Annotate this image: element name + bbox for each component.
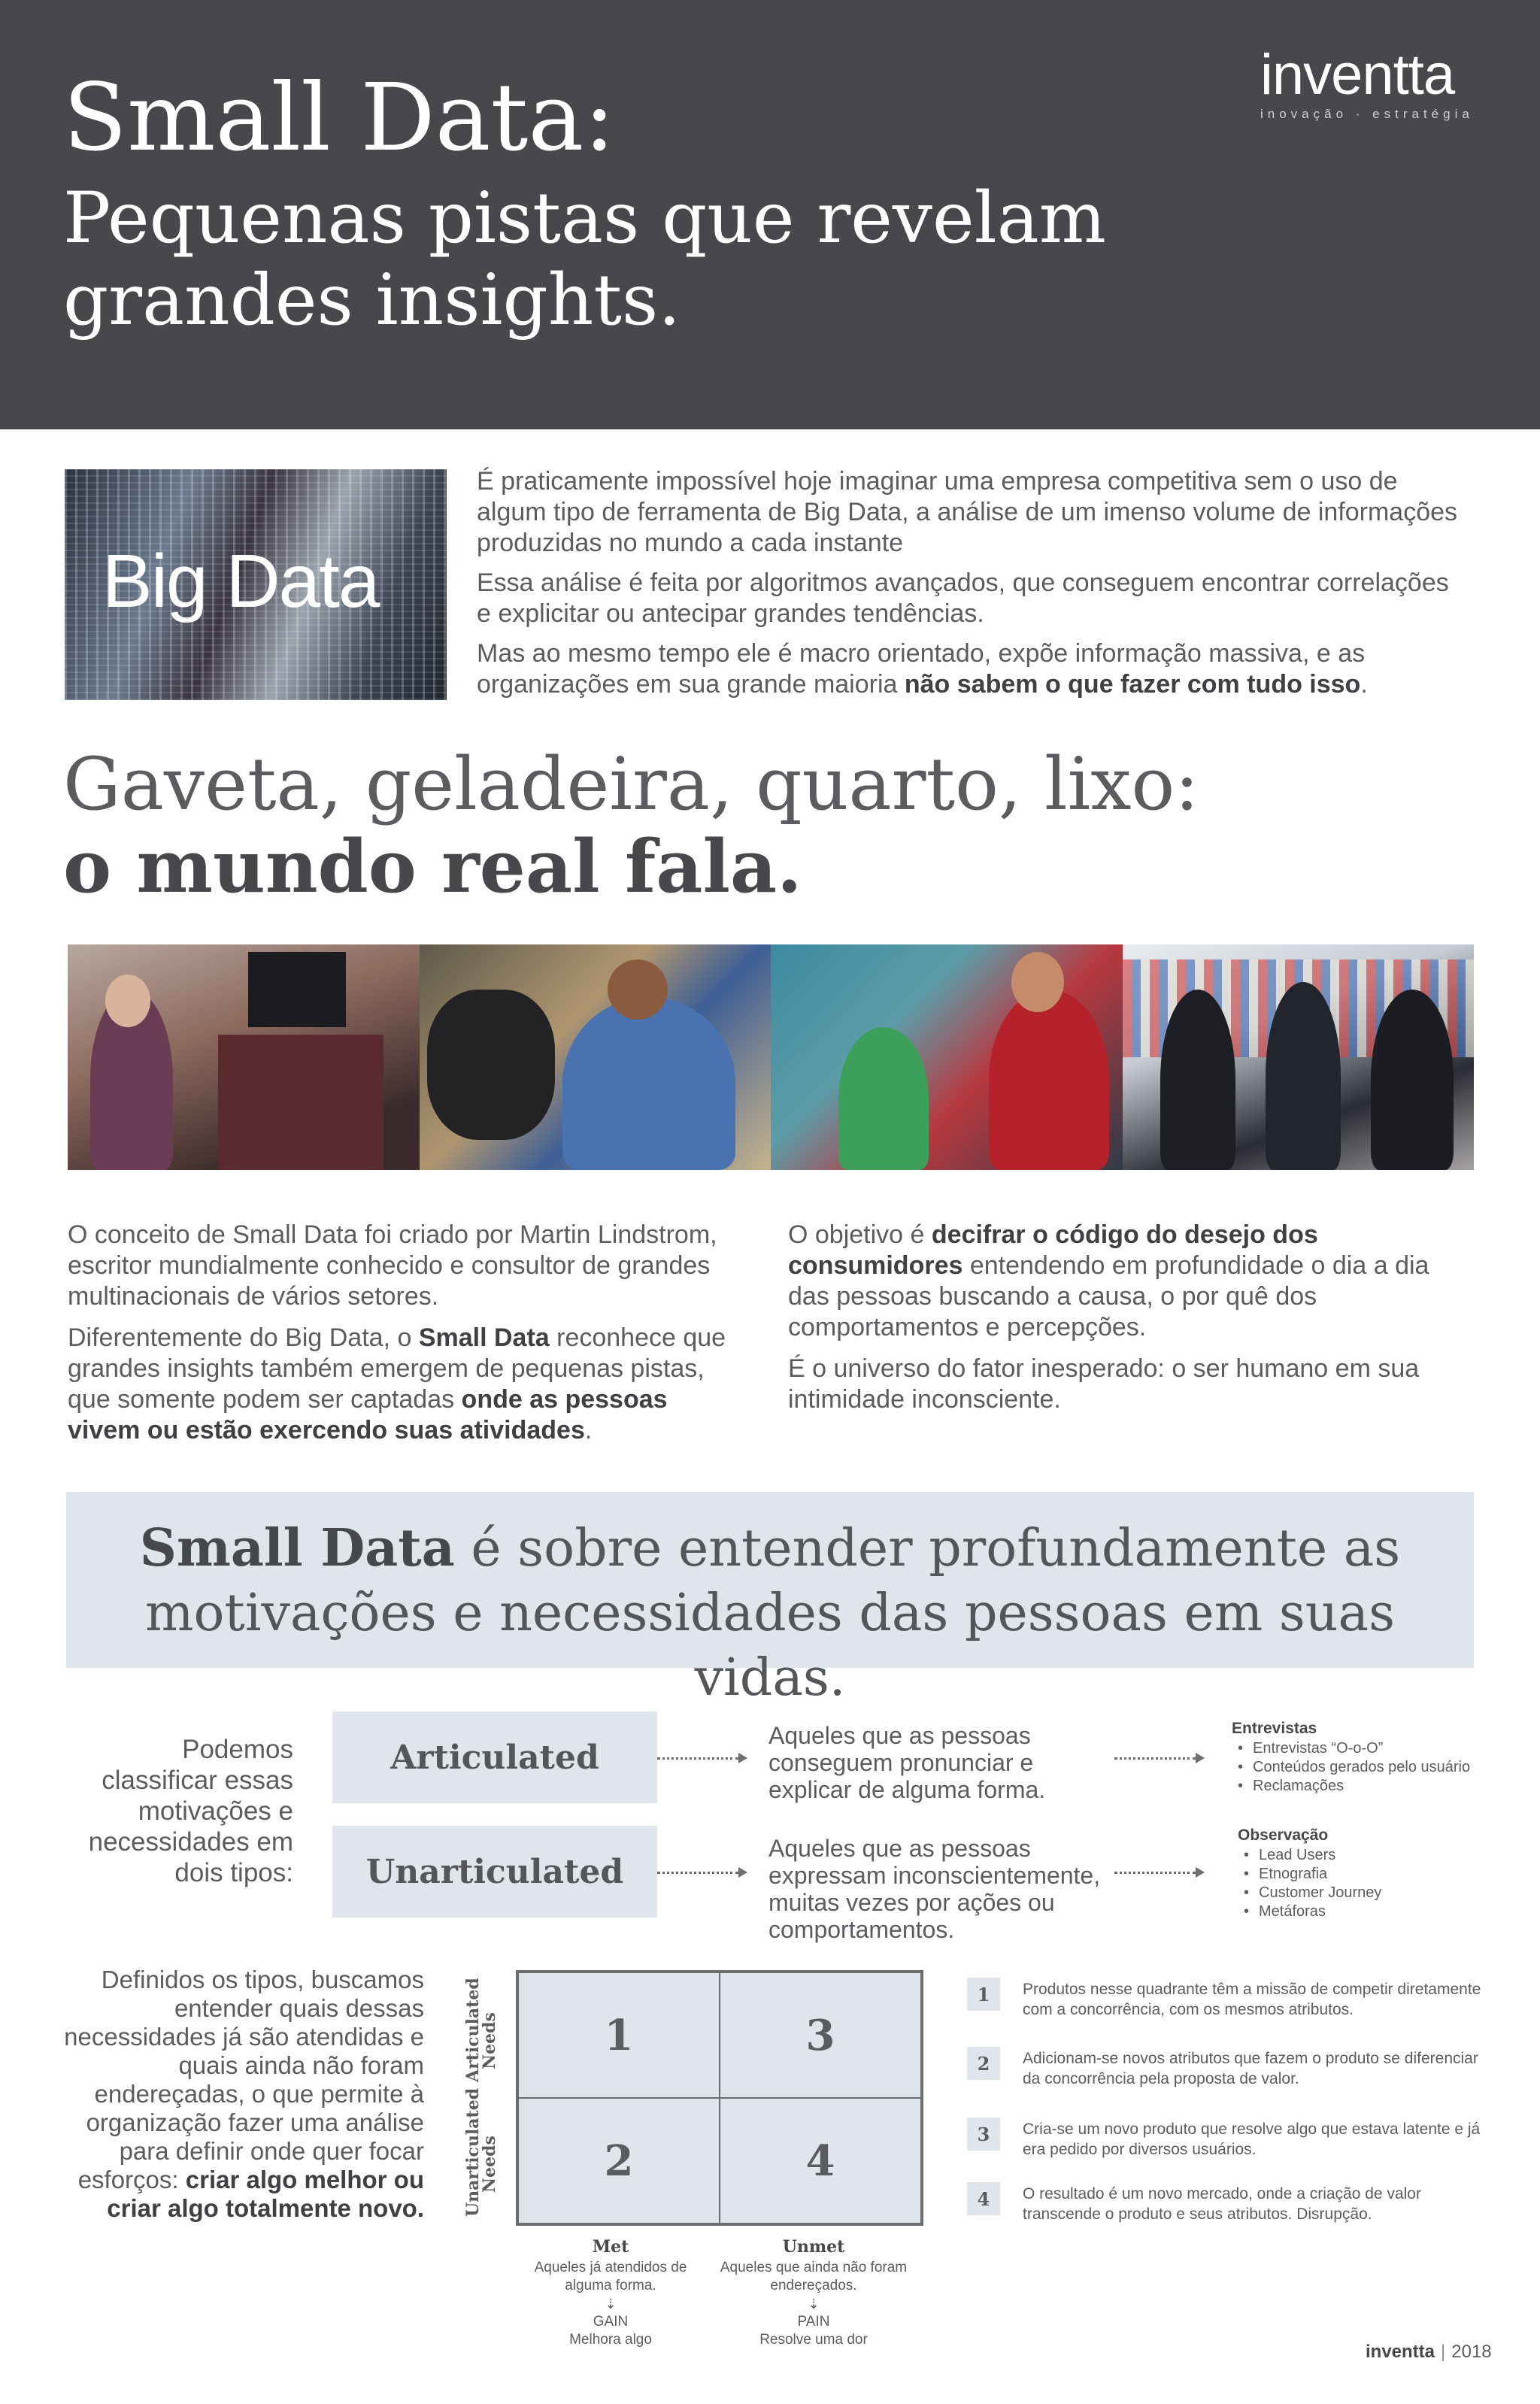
intro-paragraph-2: Essa análise é feita por algoritmos avançados, que conseguem encontrar correlações e explicitar ou antecipar grandes tendências. bbox=[477, 568, 1449, 628]
objective-paragraph-2: É o universo do fator inesperado: o ser humano em sua intimidade inconsciente. bbox=[788, 1354, 1420, 1414]
column-description: Aqueles que ainda não foram endereçados. bbox=[720, 2260, 908, 2293]
needs-matrix bbox=[516, 1970, 923, 2226]
arrow-down-icon: ⇣ bbox=[808, 2296, 820, 2312]
photo-supermarket-research bbox=[1123, 944, 1475, 1170]
quadrant-number: 3 bbox=[967, 2118, 1000, 2151]
unarticulated-description: Aqueles que as pessoas expressam inconscientemente, muitas vezes por ações ou comportamentos. bbox=[768, 1835, 1101, 1943]
matrix-cell-2: 2 bbox=[518, 2098, 720, 2224]
arrow-down-icon: ⇣ bbox=[605, 2296, 617, 2312]
concept-emphasis-small-data: Small Data bbox=[418, 1323, 550, 1352]
concept-emphasis-where: onde as pessoas vivem ou estão exercendo suas atividades bbox=[68, 1385, 668, 1445]
objective-emphasis: decifrar o código do desejo dos consumidores bbox=[788, 1220, 1318, 1280]
method-title: Entrevistas bbox=[1232, 1720, 1317, 1737]
matrix-column-unmet bbox=[716, 2238, 911, 2349]
headline-line-1: Gaveta, geladeira, quarto, lixo: bbox=[63, 742, 1199, 826]
arrow-right-icon bbox=[1196, 1867, 1205, 1878]
footer-brand: inventta bbox=[1366, 2342, 1435, 2362]
quadrant-note-4 bbox=[967, 2182, 1493, 2224]
photo-street-research bbox=[771, 944, 1123, 1170]
articulated-description: Aqueles que as pessoas conseguem pronunciar e explicar de alguma forma. bbox=[768, 1722, 1046, 1803]
column-description: Aqueles já atendidos de alguma forma. bbox=[534, 2260, 687, 2293]
intro-paragraph-3: Mas ao mesmo tempo ele é macro orientado, expõe informação massiva, e as organizações em sua grande maioria não sabem o que fazer com tudo isso. bbox=[477, 639, 1368, 699]
objective-column bbox=[788, 1220, 1465, 1426]
type-box-unarticulated: Unarticulated bbox=[332, 1826, 657, 1917]
key-message-bold: Small Data bbox=[139, 1518, 455, 1578]
footer bbox=[1366, 2342, 1492, 2363]
method-item: • Entrevistas “O-o-O” bbox=[1253, 1739, 1502, 1758]
connector-unarticulated-method bbox=[1114, 1872, 1196, 1874]
column-outcome-desc: Melhora algo bbox=[569, 2332, 652, 2348]
quadrant-note-2 bbox=[967, 2047, 1493, 2089]
matrix-row-label-articulated: Articulated Needs bbox=[463, 1978, 499, 2082]
matrix-intro: Definidos os tipos, buscamos entender quais dessas necessidades já são atendidas e quais ainda não foram endereçadas, o que permite à organização fazer uma análise para definir onde quer focar esforços: criar algo melhor ou criar algo totalmente novo. bbox=[64, 1966, 424, 2222]
method-observacao bbox=[1238, 1826, 1508, 1921]
matrix-cell-4: 4 bbox=[720, 2098, 921, 2224]
method-item: • Lead Users bbox=[1259, 1846, 1508, 1865]
type-box-articulated: Articulated bbox=[332, 1711, 657, 1803]
method-item: • Conteúdos gerados pelo usuário bbox=[1253, 1758, 1502, 1777]
connector-unarticulated-desc bbox=[657, 1872, 738, 1874]
column-outcome: PAIN bbox=[797, 2314, 830, 2330]
quadrant-note-3 bbox=[967, 2118, 1493, 2160]
connector-articulated-desc bbox=[657, 1757, 738, 1760]
column-title: Unmet bbox=[782, 2237, 845, 2257]
quadrant-number: 2 bbox=[967, 2047, 1000, 2080]
method-title: Observação bbox=[1238, 1826, 1329, 1844]
photo-home-visit bbox=[68, 944, 420, 1170]
quadrant-number: 1 bbox=[967, 1978, 1000, 2011]
matrix-row-label-unarticulated: Unarticulated Needs bbox=[463, 2087, 499, 2217]
footer-separator: | bbox=[1441, 2342, 1446, 2362]
page-title: Small Data: bbox=[63, 64, 616, 172]
footer-year: 2018 bbox=[1451, 2342, 1492, 2362]
connector-articulated-method bbox=[1114, 1757, 1196, 1760]
page-subtitle: Pequenas pistas que revelam grandes insights. bbox=[63, 177, 1106, 342]
arrow-right-icon bbox=[1196, 1753, 1205, 1763]
big-data-intro bbox=[477, 466, 1469, 709]
quadrant-text: Adicionam-se novos atributos que fazem o produto se diferenciar da concorrência pela proposta de valor. bbox=[1023, 2050, 1478, 2087]
intro-paragraph-1: É praticamente impossível hoje imaginar uma empresa competitiva sem o uso de algum tipo de ferramenta de Big Data, a análise de um imenso volume de informações produzidas no mundo a cada instante bbox=[477, 467, 1458, 557]
quadrant-number: 4 bbox=[967, 2182, 1000, 2215]
concept-paragraph-2: Diferentemente do Big Data, o Small Data reconhece que grandes insights também emergem de pequenas pistas, que somente podem ser captadas onde as pessoas vivem ou estão exercendo suas atividades. bbox=[68, 1323, 726, 1445]
column-title: Met bbox=[592, 2237, 629, 2257]
matrix-column-met bbox=[513, 2238, 708, 2349]
photo-trash-research bbox=[420, 944, 772, 1170]
method-item: • Etnografia bbox=[1259, 1865, 1508, 1884]
section-headline bbox=[63, 743, 1341, 909]
quadrant-text: Produtos nesse quadrante têm a missão de competir diretamente com a concorrência, com os mesmos atributos. bbox=[1023, 1981, 1481, 2018]
method-entrevistas bbox=[1232, 1719, 1502, 1796]
column-outcome: GAIN bbox=[593, 2314, 629, 2330]
column-outcome-desc: Resolve uma dor bbox=[759, 2332, 868, 2348]
big-data-image bbox=[65, 469, 447, 700]
objective-paragraph-1: O objetivo é decifrar o código do desejo dos consumidores entendendo em profundidade o dia a dia das pessoas buscando a causa, o por quê dos comportamentos e percepções. bbox=[788, 1220, 1429, 1341]
logo-tagline: inovação · estratégia bbox=[1260, 107, 1474, 121]
intro-emphasis: não sabem o que fazer com tudo isso bbox=[904, 670, 1361, 699]
quadrant-text: Cria-se um novo produto que resolve algo que estava latente e já era pedido por diversos usuários. bbox=[1023, 2121, 1481, 2158]
arrow-right-icon bbox=[738, 1867, 747, 1878]
matrix-intro-emphasis: criar algo melhor ou criar algo totalmente novo. bbox=[107, 2166, 424, 2222]
matrix-cell-1: 1 bbox=[518, 1972, 720, 2098]
method-item: • Reclamações bbox=[1253, 1777, 1502, 1796]
concept-paragraph-1: O conceito de Small Data foi criado por Martin Lindstrom, escritor mundialmente conhecido e consultor de grandes multinacionais de vários setores. bbox=[68, 1220, 717, 1311]
quadrant-text: O resultado é um novo mercado, onde a criação de valor transcende o produto e seus atributos. Disrupção. bbox=[1023, 2185, 1421, 2223]
method-item: • Customer Journey bbox=[1259, 1884, 1508, 1902]
arrow-right-icon bbox=[738, 1753, 747, 1763]
matrix-cell-3: 3 bbox=[720, 1972, 921, 2098]
key-message-text: Small Data é sobre entender profundamente as motivações e necessidades das pessoas em suas vidas. bbox=[139, 1518, 1401, 1708]
method-item: • Metáforas bbox=[1259, 1902, 1508, 1921]
photo-strip bbox=[68, 944, 1474, 1170]
concept-column bbox=[68, 1220, 729, 1457]
quadrant-note-1 bbox=[967, 1978, 1493, 2020]
inventta-logo bbox=[1260, 43, 1478, 122]
logo-word: inventta bbox=[1260, 43, 1455, 107]
big-data-image-label: Big Data bbox=[102, 539, 379, 623]
headline-line-2: o mundo real fala. bbox=[63, 824, 802, 910]
key-message-banner bbox=[66, 1492, 1474, 1708]
classification-intro: Podemos classificar essas motivações e necessidades em dois tipos: bbox=[88, 1735, 293, 1887]
